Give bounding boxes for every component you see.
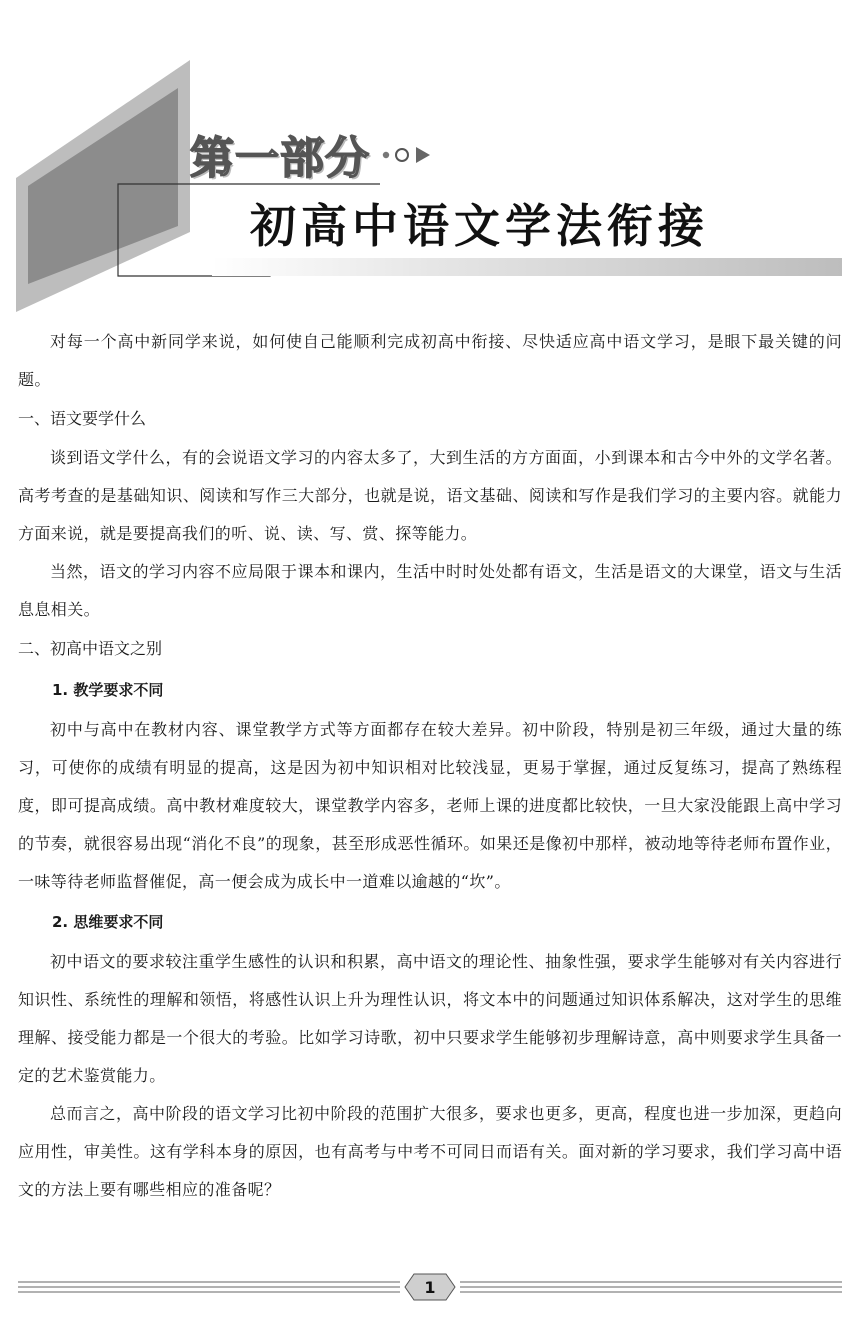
chapter-header	[0, 0, 860, 320]
intro-paragraph: 对每一个高中新同学来说，如何使自己能顺利完成初高中衔接、尽快适应高中语文学习，是眼下最关键的问题。	[18, 332, 842, 389]
arrow-dots-icon	[383, 147, 430, 163]
section-heading-differences: 二、初高中语文之别	[18, 639, 163, 658]
decorative-parallelogram-inner	[28, 88, 178, 284]
header-decoration	[0, 0, 860, 320]
section-heading-what-to-learn: 一、语文要学什么	[18, 409, 147, 428]
title-underline-bar	[212, 258, 842, 276]
paragraph: 当然，语文的学习内容不应局限于课本和课内，生活中时时处处都有语文，生活是语文的大课堂，语文与生活息息相关。	[18, 562, 842, 619]
subheading-thinking-requirements: 2. 思维要求不同	[52, 913, 164, 931]
article-body	[18, 323, 842, 1209]
part-label: 第一部分	[190, 133, 370, 184]
page-number: 1	[424, 1278, 436, 1297]
paragraph: 谈到语文学什么，有的会说语文学习的内容太多了，大到生活的方方面面，小到课本和古今中外的文学名著。高考考查的是基础知识、阅读和写作三大部分，也就是说，语文基础、阅读和写作是我们学习的主要内容。就能力方面来说，就是要提高我们的听、说、读、写、赏、探等能力。	[18, 448, 842, 543]
subheading-teaching-requirements: 1. 教学要求不同	[52, 681, 164, 699]
chapter-title: 初高中语文学法衔接	[250, 199, 709, 253]
paragraph: 初中与高中在教材内容、课堂教学方式等方面都存在较大差异。初中阶段，特别是初三年级，通过大量的练习，可使你的成绩有明显的提高，这是因为初中知识相对比较浅显，更易于掌握，通过反复练习，提高了熟练程度，即可提高成绩。高中教材难度较大，课堂教学内容多，老师上课的进度都比较快，一旦大家没能跟上高中学习的节奏，就很容易出现“消化不良”的现象，甚至形成恶性循环。如果还是像初中那样，被动地等待老师布置作业，一味等待老师监督催促，高一便会成为成长中一道难以逾越的“坎”。	[18, 720, 842, 891]
page-footer	[0, 1268, 860, 1314]
paragraph: 初中语文的要求较注重学生感性的认识和积累，高中语文的理论性、抽象性强，要求学生能够对有关内容进行知识性、系统性的理解和领悟，将感性认识上升为理性认识，将文本中的问题通过知识体系解决，这对学生的思维理解、接受能力都是一个很大的考验。比如学习诗歌，初中只要求学生能够初步理解诗意，高中则要求学生具备一定的艺术鉴赏能力。	[18, 952, 842, 1085]
paragraph: 总而言之，高中阶段的语文学习比初中阶段的范围扩大很多，要求也更多，更高，程度也进一步加深，更趋向应用性，审美性。这有学科本身的原因，也有高考与中考不可同日而语有关。面对新的学习要求，我们学习高中语文的方法上要有哪些相应的准备呢？	[18, 1104, 842, 1199]
